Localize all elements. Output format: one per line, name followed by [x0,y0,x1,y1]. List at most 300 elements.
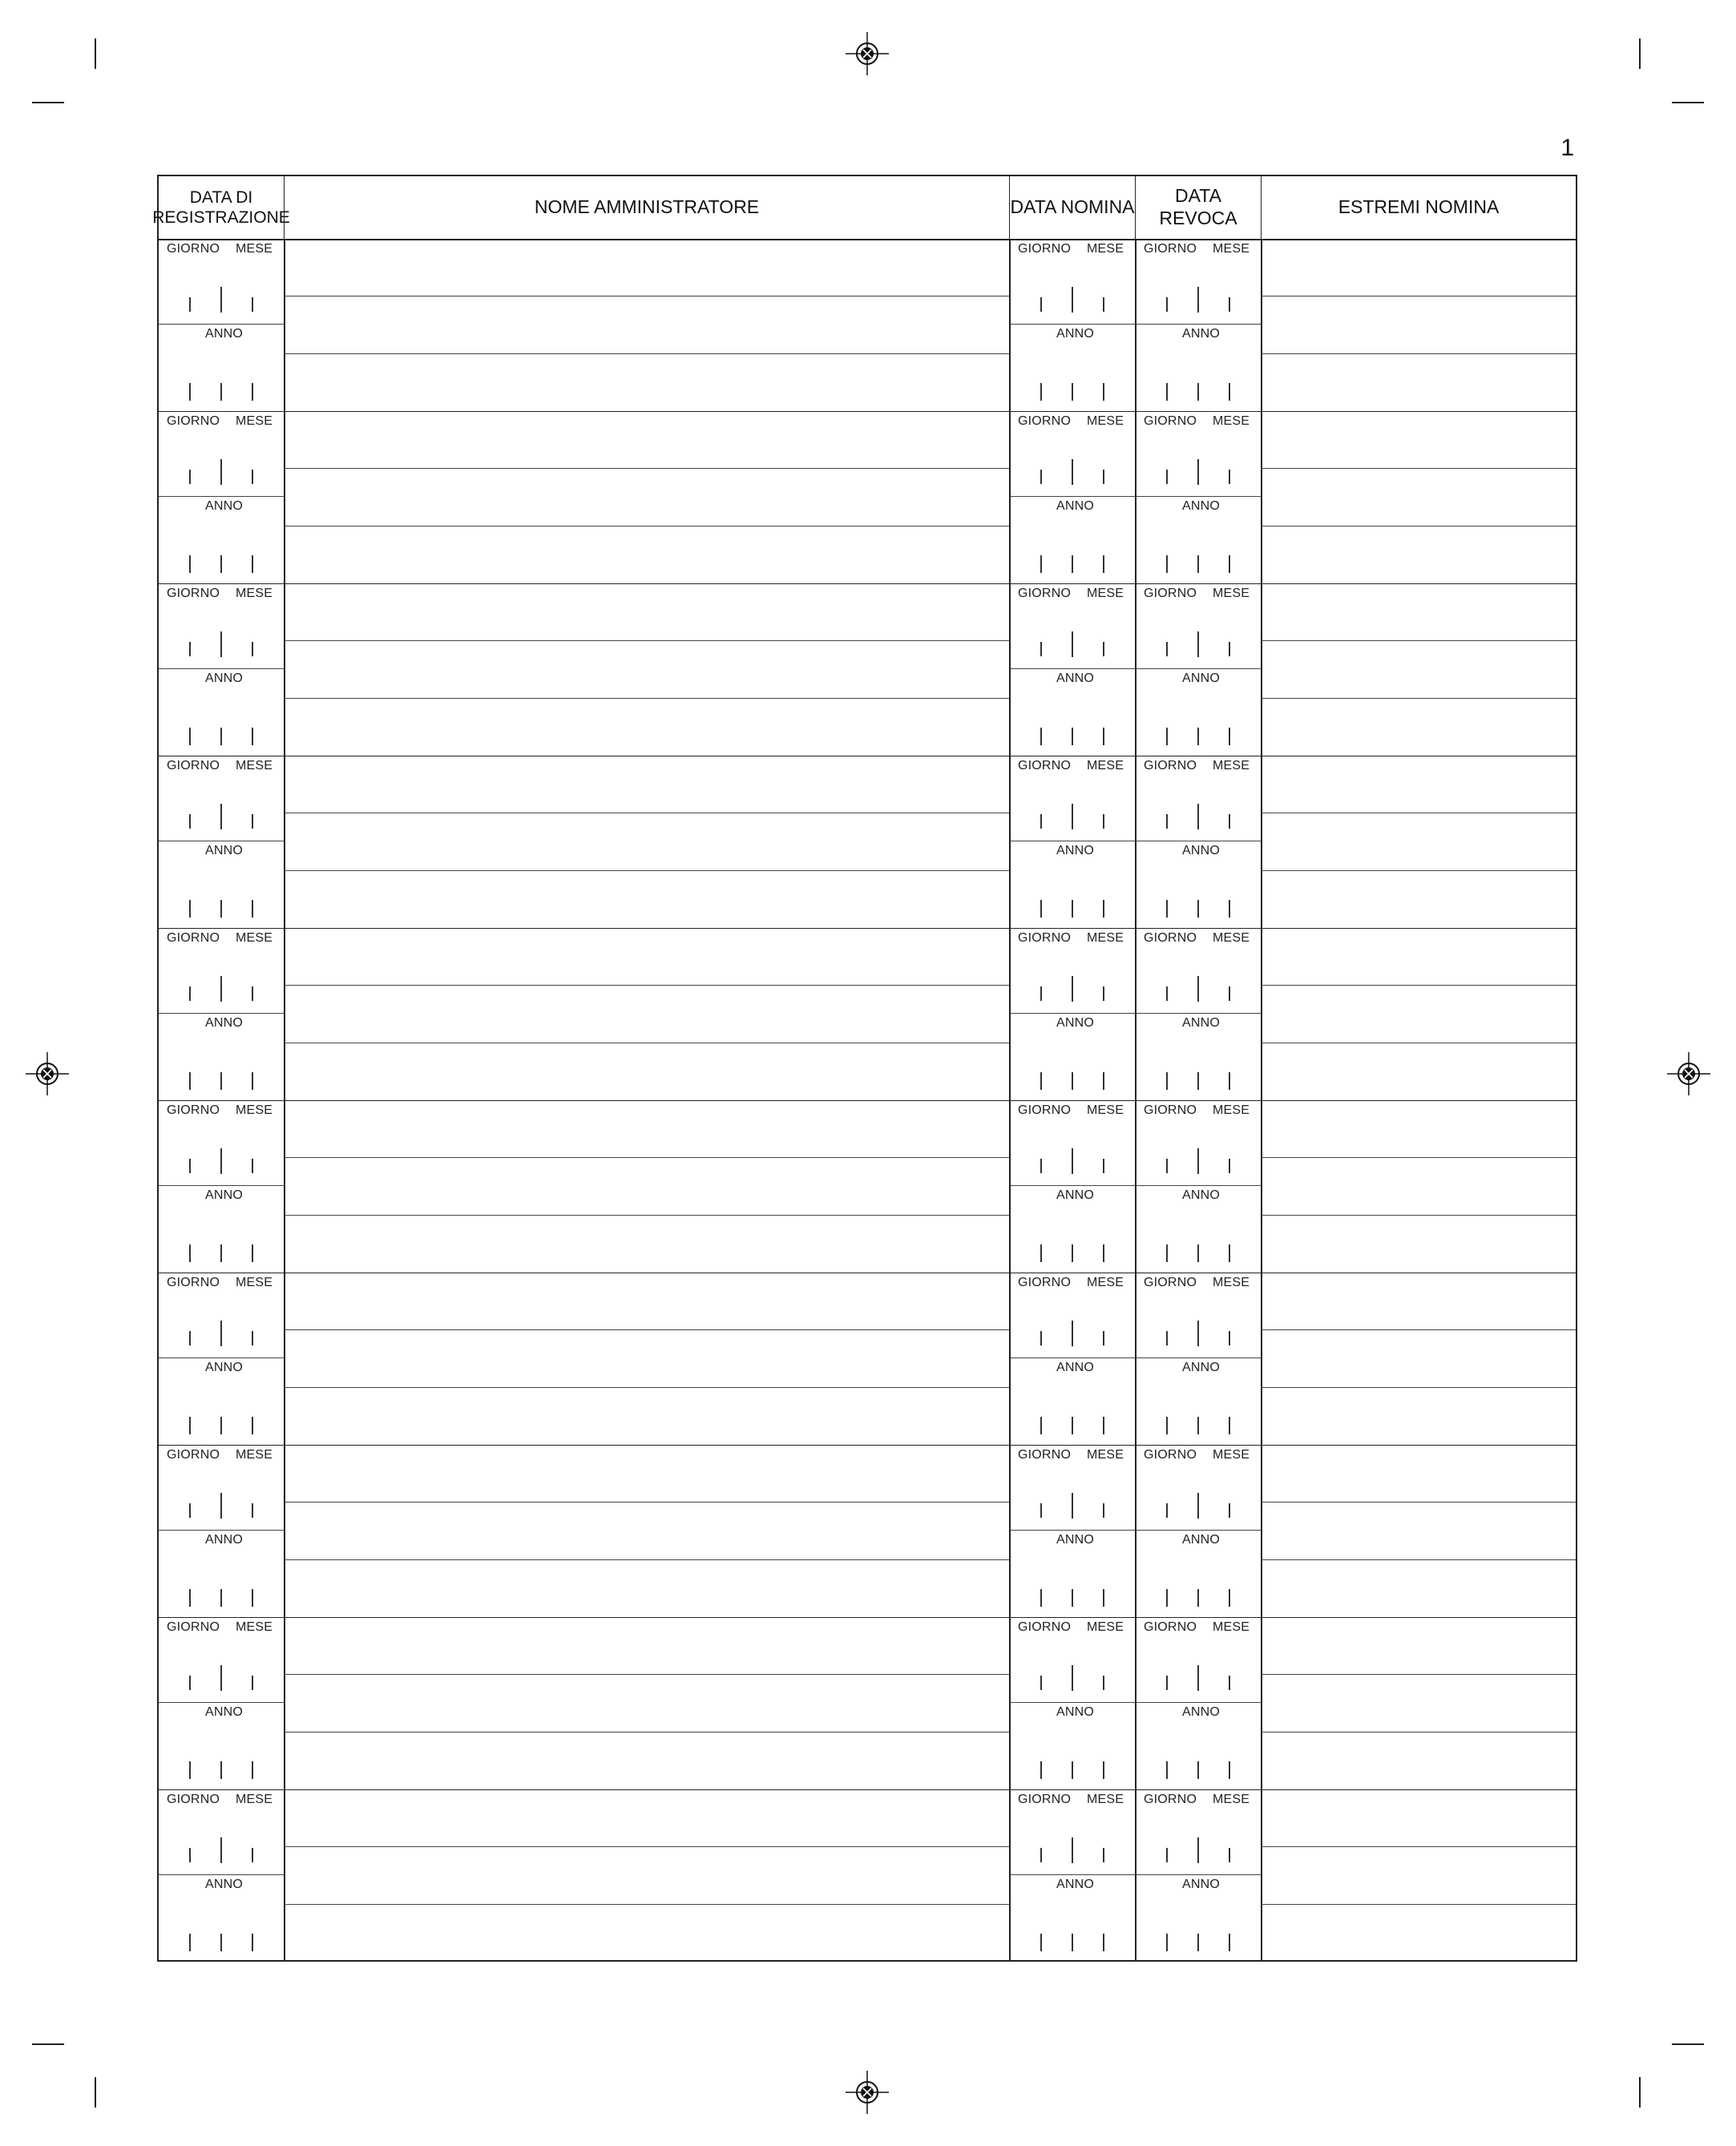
year-label: ANNO [1182,1361,1221,1374]
year-label: ANNO [1182,844,1221,857]
administrator-name-field[interactable] [285,239,1009,411]
digit-separator [189,1244,191,1262]
digit-separator [1229,470,1230,484]
date-divider [159,496,284,497]
administrator-name-field[interactable] [285,583,1009,756]
day-label: GIORNO [1144,1620,1197,1634]
digit-separator [1197,900,1199,918]
digit-separator [1229,1072,1230,1090]
revocation-date-field[interactable] [1136,928,1261,1100]
year-label: ANNO [205,844,244,857]
appointment-date-field[interactable] [1010,239,1135,411]
year-label: ANNO [1056,327,1095,341]
registration-date-field[interactable] [159,756,284,928]
digit-separator [1166,470,1168,484]
digit-separator [220,1321,222,1346]
digit-separator [1072,1934,1073,1951]
revocation-date-field[interactable] [1136,411,1261,583]
digit-separator [1103,470,1104,484]
digit-separator [1072,287,1073,313]
writing-line [1262,698,1576,699]
digit-separator [252,555,253,573]
revocation-date-field[interactable] [1136,1617,1261,1789]
digit-separator [252,642,253,656]
year-label: ANNO [1056,1533,1095,1547]
appointment-date-field[interactable] [1010,756,1135,928]
digit-separator [1166,1159,1168,1173]
digit-separator [1166,297,1168,312]
revocation-date-field[interactable] [1136,239,1261,411]
digit-separator [220,383,222,401]
date-divider [1136,496,1261,497]
digit-separator [1166,1503,1168,1518]
digit-separator [1040,986,1042,1001]
digit-separator [1229,1159,1230,1173]
revocation-date-field[interactable] [1136,756,1261,928]
month-label: MESE [1213,1620,1250,1634]
administrator-name-field[interactable] [285,1445,1009,1617]
digit-separator [1072,1417,1073,1434]
digit-separator [189,1159,191,1173]
month-label: MESE [236,1793,273,1806]
month-label: MESE [236,1103,273,1117]
digit-separator [1072,383,1073,401]
administrator-name-field[interactable] [285,1617,1009,1789]
year-label: ANNO [1056,1361,1095,1374]
digit-separator [189,1934,191,1951]
month-label: MESE [1087,1276,1124,1289]
registration-date-field[interactable] [159,928,284,1100]
digit-separator [1072,555,1073,573]
digit-separator [1229,555,1230,573]
digit-separator [1040,642,1042,656]
digit-separator [1166,555,1168,573]
month-label: MESE [1087,931,1124,945]
year-label: ANNO [1182,672,1221,685]
month-label: MESE [1087,242,1124,256]
digit-separator [1040,728,1042,745]
appointment-details-field[interactable] [1262,756,1576,928]
header-revocation-date: DATA REVOCA [1136,176,1262,239]
digit-separator [220,1837,222,1863]
day-label: GIORNO [1018,1448,1072,1462]
date-divider [1010,496,1135,497]
month-label: MESE [236,1276,273,1289]
digit-separator [252,1589,253,1607]
appointment-date-field[interactable] [1010,583,1135,756]
digit-separator [220,900,222,918]
registration-date-field[interactable] [159,1789,284,1962]
digit-separator [220,459,222,485]
writing-line [1262,1215,1576,1216]
appointment-details-field[interactable] [1262,411,1576,583]
digit-separator [1166,1761,1168,1779]
writing-line [1262,1157,1576,1158]
date-divider [1010,324,1135,325]
digit-separator [1166,986,1168,1001]
digit-separator [220,555,222,573]
year-label: ANNO [1182,1016,1221,1030]
day-label: GIORNO [1144,1276,1197,1289]
digit-separator [1103,642,1104,656]
writing-line [285,1157,1009,1158]
digit-separator [1103,555,1104,573]
digit-separator [1040,1331,1042,1345]
digit-separator [1197,555,1199,573]
digit-separator [1197,1072,1199,1090]
writing-line [285,1502,1009,1503]
digit-separator [1072,1761,1073,1779]
day-label: GIORNO [1018,759,1072,772]
digit-separator [189,900,191,918]
digit-separator [1166,814,1168,829]
digit-separator [189,1761,191,1779]
year-label: ANNO [1056,1016,1095,1030]
date-divider [159,1357,284,1358]
digit-separator [252,1676,253,1690]
header-appointment-details: ESTREMI NOMINA [1338,196,1500,218]
appointment-details-field[interactable] [1262,1100,1576,1273]
digit-separator [1197,1934,1199,1951]
registration-date-field[interactable] [159,1100,284,1273]
registration-date-field[interactable] [159,411,284,583]
appointment-details-field[interactable] [1262,1445,1576,1617]
writing-line [285,1387,1009,1388]
appointment-date-field[interactable] [1010,411,1135,583]
day-label: GIORNO [1144,1448,1197,1462]
revocation-date-field[interactable] [1136,1445,1261,1617]
day-label: GIORNO [167,1448,220,1462]
appointment-details-field[interactable] [1262,239,1576,411]
digit-separator [1166,1072,1168,1090]
digit-separator [1229,728,1230,745]
digit-separator [189,297,191,312]
digit-separator [1197,287,1199,313]
digit-separator [1197,1761,1199,1779]
writing-line [1262,1732,1576,1733]
registration-date-field[interactable] [159,583,284,756]
day-label: GIORNO [1144,1103,1197,1117]
digit-separator [1040,1072,1042,1090]
appointment-date-field[interactable] [1010,1100,1135,1273]
register-table [152,175,1577,1962]
digit-separator [1072,1589,1073,1607]
digit-separator [189,1417,191,1434]
writing-line [285,1329,1009,1330]
date-divider [159,1702,284,1703]
day-label: GIORNO [167,587,220,600]
digit-separator [252,1848,253,1862]
year-label: ANNO [1056,1705,1095,1719]
month-label: MESE [1087,414,1124,428]
table-row [159,1789,1576,1962]
date-divider [1010,1357,1135,1358]
digit-separator [1229,1331,1230,1345]
writing-line [1262,1559,1576,1560]
day-label: GIORNO [1018,1276,1072,1289]
digit-separator [1040,383,1042,401]
trim-mark [1672,2043,1704,2045]
digit-separator [1229,986,1230,1001]
writing-line [1262,1846,1576,1847]
writing-line [1262,1502,1576,1503]
writing-line [285,1559,1009,1560]
date-divider [1136,1185,1261,1186]
year-label: ANNO [205,1705,244,1719]
revocation-date-field[interactable] [1136,1273,1261,1445]
month-label: MESE [1213,242,1250,256]
day-label: GIORNO [167,1793,220,1806]
header-appointment-date: DATA NOMINA [1010,176,1136,239]
registration-mark-icon [26,1052,69,1095]
digit-separator [252,1503,253,1518]
digit-separator [1040,1589,1042,1607]
digit-separator [189,1072,191,1090]
date-divider [1136,324,1261,325]
digit-separator [252,470,253,484]
digit-separator [1072,1837,1073,1863]
digit-separator [252,900,253,918]
day-label: GIORNO [1144,931,1197,945]
digit-separator [1197,976,1199,1002]
page-number: 1 [1560,135,1574,161]
registration-date-field[interactable] [159,1617,284,1789]
month-label: MESE [1213,1448,1250,1462]
registration-date-field[interactable] [159,1273,284,1445]
registration-date-field[interactable] [159,239,284,411]
administrator-name-field[interactable] [285,1273,1009,1445]
appointment-date-field[interactable] [1010,1789,1135,1962]
digit-separator [1040,900,1042,918]
month-label: MESE [236,242,273,256]
month-label: MESE [236,414,273,428]
writing-line [285,985,1009,986]
date-divider [1010,1530,1135,1531]
date-divider [1136,1702,1261,1703]
digit-separator [1040,1761,1042,1779]
writing-line [1262,1904,1576,1905]
digit-separator [252,383,253,401]
month-label: MESE [236,931,273,945]
table-row [159,411,1576,583]
year-label: ANNO [1182,1533,1221,1547]
month-label: MESE [1087,1448,1124,1462]
appointment-details-field[interactable] [1262,1789,1576,1962]
digit-separator [1229,900,1230,918]
year-label: ANNO [205,1016,244,1030]
date-divider [1010,1702,1135,1703]
digit-separator [1229,297,1230,312]
writing-line [1262,1329,1576,1330]
digit-separator [189,814,191,829]
writing-line [285,1846,1009,1847]
digit-separator [1166,728,1168,745]
year-label: ANNO [1056,499,1095,513]
digit-separator [220,1589,222,1607]
year-label: ANNO [205,1533,244,1547]
digit-separator [1072,1148,1073,1174]
day-label: GIORNO [1018,414,1072,428]
month-label: MESE [1087,587,1124,600]
day-label: GIORNO [1018,587,1072,600]
table-row [159,583,1576,756]
digit-separator [1166,900,1168,918]
revocation-date-field[interactable] [1136,1789,1261,1962]
appointment-details-field[interactable] [1262,1273,1576,1445]
year-label: ANNO [205,1361,244,1374]
writing-line [285,468,1009,469]
digit-separator [189,1331,191,1345]
digit-separator [220,631,222,657]
date-divider [1136,1530,1261,1531]
writing-line [1262,1674,1576,1675]
digit-separator [1103,1676,1104,1690]
digit-separator [1103,1848,1104,1862]
appointment-details-field[interactable] [1262,583,1576,756]
appointment-details-field[interactable] [1262,1617,1576,1789]
date-divider [1136,1013,1261,1014]
digit-separator [1040,1244,1042,1262]
registration-date-field[interactable] [159,1445,284,1617]
digit-separator [252,1331,253,1345]
date-divider [1010,668,1135,669]
digit-separator [1040,1503,1042,1518]
digit-separator [1103,1244,1104,1262]
digit-separator [1197,459,1199,485]
date-divider [159,324,284,325]
appointment-details-field[interactable] [1262,928,1576,1100]
digit-separator [1040,1676,1042,1690]
month-label: MESE [236,1448,273,1462]
header-administrator-name: NOME AMMINISTRATORE [285,176,1010,239]
digit-separator [1229,1503,1230,1518]
writing-line [1262,870,1576,871]
digit-separator [189,1848,191,1862]
date-divider [159,668,284,669]
revocation-date-field[interactable] [1136,1100,1261,1273]
digit-separator [1197,1148,1199,1174]
digit-separator [1040,1159,1042,1173]
digit-separator [1072,1493,1073,1519]
digit-separator [1229,1934,1230,1951]
trim-mark [1672,102,1704,103]
digit-separator [189,470,191,484]
revocation-date-field[interactable] [1136,583,1261,756]
writing-line [1262,1387,1576,1388]
digit-separator [1197,1589,1199,1607]
digit-separator [220,1665,222,1691]
digit-separator [189,728,191,745]
digit-separator [1166,1934,1168,1951]
table-row [159,1100,1576,1273]
appointment-date-field[interactable] [1010,1617,1135,1789]
digit-separator [1197,1837,1199,1863]
administrator-name-field[interactable] [285,1789,1009,1962]
digit-separator [189,642,191,656]
digit-separator [1103,1417,1104,1434]
month-label: MESE [1213,759,1250,772]
date-divider [159,1185,284,1186]
appointment-date-field[interactable] [1010,1273,1135,1445]
year-label: ANNO [1056,844,1095,857]
digit-separator [1103,814,1104,829]
digit-separator [220,804,222,829]
header-registration-date: DATA DI REGISTRAZIONE [159,176,285,239]
trim-mark [95,2077,96,2108]
writing-line [1262,640,1576,641]
year-label: ANNO [205,1878,244,1891]
digit-separator [1229,642,1230,656]
digit-separator [220,1934,222,1951]
year-label: ANNO [205,1188,244,1202]
appointment-date-field[interactable] [1010,928,1135,1100]
digit-separator [1072,804,1073,829]
digit-separator [1072,1072,1073,1090]
day-label: GIORNO [167,759,220,772]
administrator-name-field[interactable] [285,1100,1009,1273]
writing-line [1262,985,1576,986]
writing-line [285,1215,1009,1216]
day-label: GIORNO [167,1276,220,1289]
registration-mark-icon [1667,1052,1710,1095]
administrator-name-field[interactable] [285,928,1009,1100]
month-label: MESE [236,587,273,600]
day-label: GIORNO [1018,931,1072,945]
year-label: ANNO [1182,499,1221,513]
writing-line [1262,468,1576,469]
digit-separator [220,1761,222,1779]
digit-separator [252,728,253,745]
digit-separator [252,814,253,829]
digit-separator [189,555,191,573]
administrator-name-field[interactable] [285,756,1009,928]
date-divider [159,1530,284,1531]
digit-separator [1229,1417,1230,1434]
administrator-name-field[interactable] [285,411,1009,583]
table-row [159,1445,1576,1617]
digit-separator [189,1589,191,1607]
digit-separator [1197,1493,1199,1519]
digit-separator [1072,1244,1073,1262]
month-label: MESE [1213,1103,1250,1117]
trim-mark [32,2043,64,2045]
date-divider [159,1874,284,1875]
digit-separator [1072,900,1073,918]
digit-separator [1103,1331,1104,1345]
year-label: ANNO [1056,672,1095,685]
year-label: ANNO [1182,1705,1221,1719]
digit-separator [1040,1417,1042,1434]
digit-separator [1197,1244,1199,1262]
digit-separator [1197,1417,1199,1434]
digit-separator [1072,1665,1073,1691]
month-label: MESE [1213,931,1250,945]
digit-separator [1229,1848,1230,1862]
writing-line [285,698,1009,699]
digit-separator [1229,814,1230,829]
appointment-date-field[interactable] [1010,1445,1135,1617]
day-label: GIORNO [1144,759,1197,772]
digit-separator [1103,900,1104,918]
digit-separator [1166,383,1168,401]
digit-separator [1229,1761,1230,1779]
year-label: ANNO [1056,1878,1095,1891]
digit-separator [252,986,253,1001]
digit-separator [189,1676,191,1690]
digit-separator [220,728,222,745]
digit-separator [1103,1159,1104,1173]
digit-separator [1103,383,1104,401]
